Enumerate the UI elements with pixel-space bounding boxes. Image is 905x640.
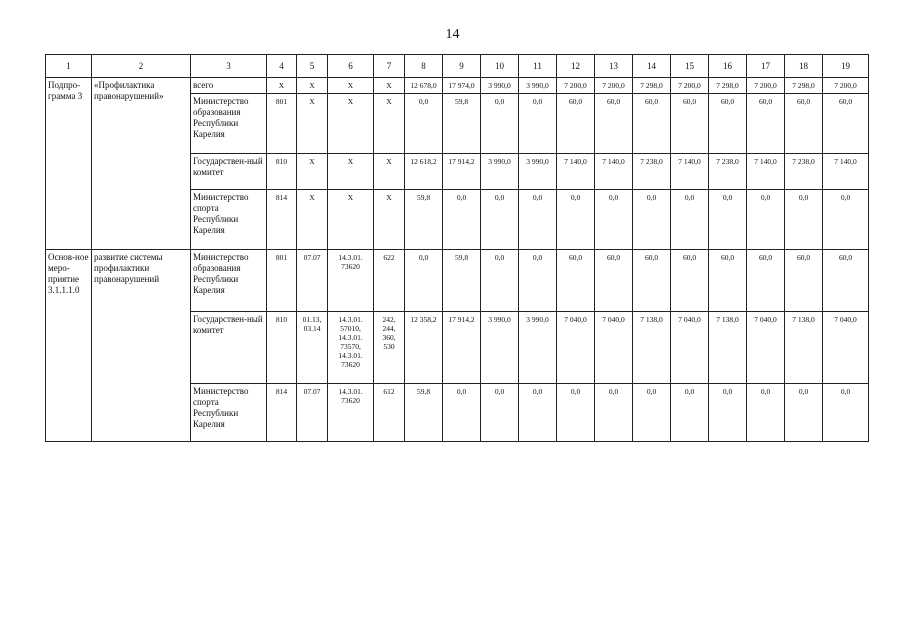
- code-cell: 801: [267, 94, 297, 154]
- value-cell: 7 238,0: [785, 154, 823, 190]
- value-cell: 3 990,0: [519, 154, 557, 190]
- value-cell: 0,0: [823, 384, 869, 442]
- value-cell: 7 138,0: [633, 312, 671, 384]
- value-cell: 3 990,0: [481, 78, 519, 94]
- value-cell: 0,0: [595, 384, 633, 442]
- value-cell: 3 990,0: [519, 78, 557, 94]
- code-cell: 810: [267, 312, 297, 384]
- value-cell: 3 990,0: [481, 312, 519, 384]
- table-row: [46, 250, 869, 312]
- value-cell: 7 140,0: [595, 154, 633, 190]
- code-cell: X: [267, 78, 297, 94]
- value-cell: 7 298,0: [633, 78, 671, 94]
- code-cell: X: [297, 154, 328, 190]
- value-cell: 0,0: [405, 250, 443, 312]
- value-cell: 59,8: [405, 384, 443, 442]
- value-cell: 59,8: [443, 94, 481, 154]
- value-cell: 0,0: [519, 250, 557, 312]
- value-cell: 0,0: [481, 384, 519, 442]
- value-cell: 0,0: [481, 94, 519, 154]
- header-cell: 12: [557, 55, 595, 78]
- value-cell: 60,0: [785, 250, 823, 312]
- header-cell: 18: [785, 55, 823, 78]
- code-cell: 801: [267, 250, 297, 312]
- responsible-cell: Государствен-ный комитет: [191, 154, 267, 190]
- header-cell: 14: [633, 55, 671, 78]
- value-cell: 0,0: [709, 384, 747, 442]
- value-cell: 17 914,2: [443, 154, 481, 190]
- program-name-cell: «Профилактика правонарушений»: [92, 78, 191, 250]
- value-cell: 0,0: [443, 384, 481, 442]
- value-cell: 0,0: [519, 384, 557, 442]
- value-cell: 59,8: [443, 250, 481, 312]
- value-cell: 7 040,0: [823, 312, 869, 384]
- value-cell: 0,0: [709, 190, 747, 250]
- code-cell: 14.3.01. 73620: [328, 384, 374, 442]
- program-cell: Основ-ное меро-приятие 3.1.1.1.0: [46, 250, 92, 442]
- value-cell: 0,0: [557, 190, 595, 250]
- header-row: [46, 55, 869, 78]
- value-cell: 7 200,0: [595, 78, 633, 94]
- value-cell: 0,0: [519, 94, 557, 154]
- value-cell: 60,0: [595, 250, 633, 312]
- value-cell: 12 358,2: [405, 312, 443, 384]
- value-cell: 7 138,0: [709, 312, 747, 384]
- value-cell: 7 040,0: [595, 312, 633, 384]
- code-cell: X: [374, 190, 405, 250]
- code-cell: 14.3.01. 57010, 14.3.01. 73570, 14.3.01. 73620: [328, 312, 374, 384]
- header-cell: 16: [709, 55, 747, 78]
- header-cell: 10: [481, 55, 519, 78]
- header-cell: 17: [747, 55, 785, 78]
- responsible-cell: Министерство образования Республики Карелия: [191, 94, 267, 154]
- responsible-cell: Государствен-ный комитет: [191, 312, 267, 384]
- value-cell: 7 200,0: [823, 78, 869, 94]
- value-cell: 59,8: [405, 190, 443, 250]
- value-cell: 0,0: [785, 190, 823, 250]
- value-cell: 60,0: [557, 250, 595, 312]
- header-cell: 2: [92, 55, 191, 78]
- header-cell: 9: [443, 55, 481, 78]
- value-cell: 12 678,0: [405, 78, 443, 94]
- value-cell: 3 990,0: [519, 312, 557, 384]
- value-cell: 60,0: [747, 250, 785, 312]
- header-cell: 1: [46, 55, 92, 78]
- value-cell: 60,0: [709, 250, 747, 312]
- value-cell: 60,0: [671, 250, 709, 312]
- code-cell: X: [297, 78, 328, 94]
- code-cell: 01.13, 03.14: [297, 312, 328, 384]
- code-cell: 814: [267, 190, 297, 250]
- value-cell: 7 238,0: [709, 154, 747, 190]
- responsible-cell: всего: [191, 78, 267, 94]
- header-cell: 8: [405, 55, 443, 78]
- header-cell: 19: [823, 55, 869, 78]
- value-cell: 7 200,0: [557, 78, 595, 94]
- value-cell: 60,0: [823, 250, 869, 312]
- value-cell: 60,0: [557, 94, 595, 154]
- program-cell: Подпро-грамма 3: [46, 78, 92, 250]
- value-cell: 60,0: [595, 94, 633, 154]
- value-cell: 7 140,0: [747, 154, 785, 190]
- value-cell: 12 618,2: [405, 154, 443, 190]
- code-cell: X: [374, 154, 405, 190]
- code-cell: X: [328, 190, 374, 250]
- code-cell: X: [374, 78, 405, 94]
- code-cell: 810: [267, 154, 297, 190]
- value-cell: 7 238,0: [633, 154, 671, 190]
- header-cell: 11: [519, 55, 557, 78]
- header-cell: 6: [328, 55, 374, 78]
- header-cell: 3: [191, 55, 267, 78]
- value-cell: 17 974,0: [443, 78, 481, 94]
- value-cell: 7 140,0: [823, 154, 869, 190]
- code-cell: 07.07: [297, 250, 328, 312]
- header-cell: 15: [671, 55, 709, 78]
- value-cell: 0,0: [633, 384, 671, 442]
- value-cell: 0,0: [595, 190, 633, 250]
- value-cell: 17 914,2: [443, 312, 481, 384]
- budget-table: [45, 54, 869, 442]
- value-cell: 0,0: [747, 384, 785, 442]
- code-cell: X: [328, 78, 374, 94]
- value-cell: 0,0: [557, 384, 595, 442]
- code-cell: X: [297, 190, 328, 250]
- value-cell: 0,0: [671, 384, 709, 442]
- value-cell: 60,0: [633, 250, 671, 312]
- value-cell: 0,0: [633, 190, 671, 250]
- value-cell: 0,0: [481, 250, 519, 312]
- value-cell: 60,0: [747, 94, 785, 154]
- value-cell: 3 990,0: [481, 154, 519, 190]
- code-cell: X: [374, 94, 405, 154]
- page-number: 14: [445, 27, 460, 42]
- value-cell: 7 200,0: [747, 78, 785, 94]
- value-cell: 0,0: [443, 190, 481, 250]
- header-cell: 13: [595, 55, 633, 78]
- value-cell: 0,0: [405, 94, 443, 154]
- header-cell: 5: [297, 55, 328, 78]
- responsible-cell: Министерство спорта Республики Карелия: [191, 384, 267, 442]
- value-cell: 7 140,0: [557, 154, 595, 190]
- value-cell: 7 138,0: [785, 312, 823, 384]
- code-cell: 07.07: [297, 384, 328, 442]
- value-cell: 60,0: [823, 94, 869, 154]
- responsible-cell: Министерство образования Республики Карелия: [191, 250, 267, 312]
- code-cell: X: [328, 94, 374, 154]
- value-cell: 7 040,0: [747, 312, 785, 384]
- value-cell: 7 298,0: [785, 78, 823, 94]
- code-cell: 814: [267, 384, 297, 442]
- value-cell: 60,0: [671, 94, 709, 154]
- value-cell: 0,0: [481, 190, 519, 250]
- value-cell: 7 040,0: [557, 312, 595, 384]
- code-cell: X: [328, 154, 374, 190]
- value-cell: 7 040,0: [671, 312, 709, 384]
- code-cell: 622: [374, 250, 405, 312]
- header-cell: 7: [374, 55, 405, 78]
- value-cell: 7 298,0: [709, 78, 747, 94]
- value-cell: 60,0: [633, 94, 671, 154]
- value-cell: 0,0: [823, 190, 869, 250]
- responsible-cell: Министерство спорта Республики Карелия: [191, 190, 267, 250]
- value-cell: 7 140,0: [671, 154, 709, 190]
- header-cell: 4: [267, 55, 297, 78]
- code-cell: 612: [374, 384, 405, 442]
- value-cell: 60,0: [785, 94, 823, 154]
- value-cell: 7 200,0: [671, 78, 709, 94]
- table-row: [46, 78, 869, 94]
- value-cell: 0,0: [671, 190, 709, 250]
- value-cell: 60,0: [709, 94, 747, 154]
- code-cell: 242, 244, 360, 530: [374, 312, 405, 384]
- value-cell: 0,0: [519, 190, 557, 250]
- code-cell: 14.3.01. 73620: [328, 250, 374, 312]
- program-name-cell: развитие системы профилактики правонарушений: [92, 250, 191, 442]
- value-cell: 0,0: [785, 384, 823, 442]
- code-cell: X: [297, 94, 328, 154]
- value-cell: 0,0: [747, 190, 785, 250]
